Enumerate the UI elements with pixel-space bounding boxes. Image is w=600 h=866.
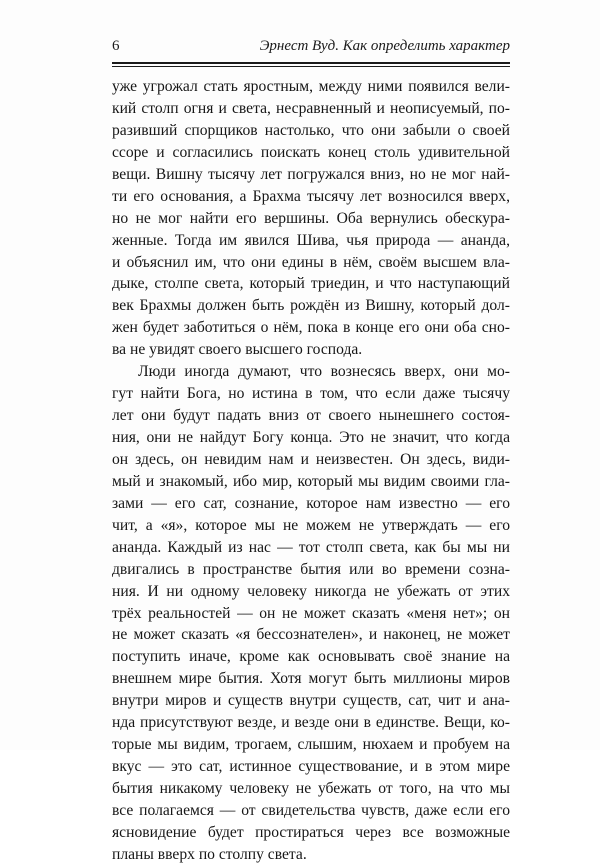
text-line: гут найти Бога, но истина в том, что если даже тысячу [112, 385, 510, 403]
text-line: дыке, столпе света, который триедин, и что наступающий [112, 275, 510, 293]
running-header [112, 35, 510, 57]
text-line: жен будет заботиться о нём, пока в конце его они оба сно- [112, 319, 510, 337]
text-line: двигались в пространстве бытия или во времени созна- [112, 560, 510, 578]
text-line: век Брахмы должен быть рождён из Вишну, который дол- [112, 297, 510, 315]
text-line: чит, а «я», которое мы не можем не утверждать — его [112, 516, 510, 534]
text-line: вещи. Вишну тысячу лет погружался вниз, но не мог най- [112, 165, 510, 183]
body-text [112, 76, 510, 866]
paragraph [112, 361, 510, 866]
text-line: трёх реальностей — он не может сказать «меня нет»; он [112, 604, 510, 622]
text-line: уже угрожал стать яростным, между ними появился вели- [112, 78, 510, 95]
text-line: он здесь, он невидим нам и неизвестен. Он здесь, види- [112, 450, 510, 468]
text-line: торые мы видим, трогаем, слышим, нюхаем и пробуем на [112, 736, 510, 754]
text-line: бытия никакому человеку не убежать от того, на что мы [112, 780, 510, 797]
text-line: но не мог найти его вершины. Оба вернулись обескура- [112, 209, 510, 227]
text-line: ссоре и согласились поискать конец столь удивительной [112, 143, 510, 161]
text-line: ясновидение будет простираться через все возможные [112, 823, 510, 841]
text-line: не может сказать «я бессознателен», и наконец, не может [112, 626, 510, 644]
text-line: ти его основания, а Брахма тысячу лет возносился вверх, [112, 187, 510, 205]
text-line: нда присутствуют везде, и везде они в единстве. Вещи, ко- [112, 714, 510, 732]
text-line: мый и знакомый, ибо мир, который мы видим своими гла- [112, 472, 510, 490]
running-title: Эрнест Вуд. Как определить характер [259, 38, 510, 54]
text-line: разивший спорщиков настолько, что они забыли о своей [112, 121, 510, 139]
header-rule-thick [112, 62, 510, 64]
text-line: ния. И ни одному человеку никогда не убежать от этих [112, 582, 510, 600]
text-line: внешнем мире бытия. Хотя могут быть миллионы миров [112, 670, 510, 688]
text-line: и объяснил им, что они едины в нём, своём высшем вла- [112, 253, 510, 271]
text-line: женные. Тогда им явился Шива, чья природа — ананда, [112, 231, 510, 249]
text-line: ния, они не найдут Богу конца. Это не значит, что когда [112, 429, 510, 446]
text-line: лет они будут падать вниз от своего нынешнего состоя- [112, 407, 510, 425]
text-line: кий столп огня и света, несравненный и неописуемый, по- [112, 99, 510, 117]
text-line: вкус — это сат, истинное существование, и в этом мире [112, 758, 510, 776]
text-line: Люди иногда думают, что вознесясь вверх, они мо- [138, 363, 510, 381]
text-line: ананда. Каждый из нас — тот столп света, как бы мы ни [112, 538, 510, 556]
text-line: внутри миров и существ внутри существ, сат, чит и ана- [112, 692, 510, 710]
text-line: планы вверх по столпу света. [112, 845, 307, 863]
text-line: все полагаемся — от свидетельства чувств, даже если его [112, 801, 510, 819]
page-number: 6 [112, 38, 120, 54]
paragraph [112, 76, 510, 361]
text-line: зами — его сат, сознание, которое нам известно — его [112, 494, 510, 512]
text-line: ва не увидят своего высшего господа. [112, 341, 363, 359]
header-rule-thin [112, 66, 510, 67]
text-line: поступить иначе, кроме как основывать своё знание на [112, 648, 510, 666]
